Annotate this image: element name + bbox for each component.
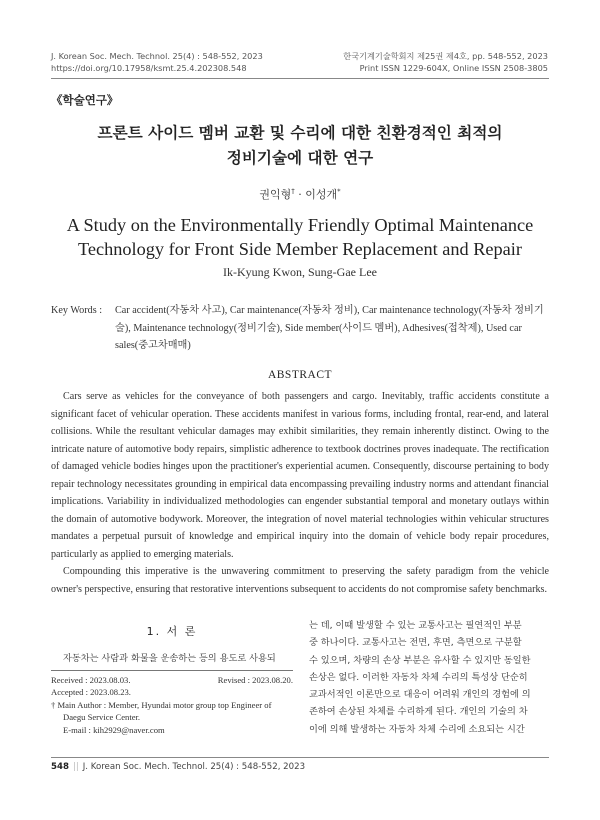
- body-line: 존하여 손상된 차체를 수리하게 된다. 개인의 기술의 차: [309, 706, 528, 718]
- issn-info: Print ISSN 1229-604X, Online ISSN 2508-3805: [359, 63, 548, 73]
- journal-header-right: [343, 50, 548, 74]
- footer-citation: J. Korean Soc. Mech. Technol. 25(4) : 548-552, 2023: [82, 762, 306, 772]
- body-line: 교과서적인 이론만으로 대응이 어려워 개인의 경험에 의: [309, 689, 531, 701]
- page-number: 548: [51, 762, 69, 772]
- english-title: [0, 213, 600, 261]
- body-line: 중 하나이다. 교통사고는 전면, 후면, 측면으로 구분할: [309, 637, 522, 649]
- revised-date: Revised : 2023.08.20.: [217, 675, 293, 685]
- right-column-text: [309, 617, 549, 738]
- korean-title: [0, 121, 600, 171]
- abstract-paragraph-2: Compounding this imperative is the unwavering commitment to preserving the safety paradigm from the vehicle owner's perspective, ensuring that restorative interventions subsequent to accidents do not compromise safety benchmarks.: [51, 566, 549, 595]
- footnote-block: [51, 674, 293, 736]
- corresponding-mark: †: [291, 187, 295, 196]
- date-row: [51, 674, 293, 686]
- article-category: 《학술연구》: [51, 93, 119, 107]
- body-line: 수 있으며, 차량의 손상 부분은 유사할 수 있지만 동일한: [309, 654, 531, 666]
- main-author-affiliation: Daegu Service Center.: [63, 712, 141, 723]
- main-author-info: † Main Author : Member, Hyundai motor group top Engineer of: [51, 699, 272, 710]
- journal-korean-citation: 한국기계기술학회지 제25권 제4호, pp. 548-552, 2023: [343, 51, 548, 61]
- keywords-text: Car accident(자동차 사고), Car maintenance(자동차 정비), Car maintenance technology(자동차 정비기술), Maintenance technology(정비기술), Side member(사이드 멤버), Adhesives(접착제), Used car sales(중고차매매): [115, 305, 544, 351]
- page-footer: [51, 762, 305, 772]
- body-line: 손상은 없다. 이러한 자동차 차체 수리의 특성상 단순히: [309, 671, 528, 683]
- doi-link[interactable]: https://doi.org/10.17958/ksmt.25.4.202308.548: [51, 63, 247, 73]
- footnote-divider: [51, 670, 293, 671]
- body-line: 이에 의해 발생하는 자동차 차체 수리에 소요되는 시간: [309, 723, 525, 735]
- author-email[interactable]: E-mail : kih2929@naver.com: [63, 724, 165, 735]
- korean-title-line2: 정비기술에 대한 연구: [226, 149, 374, 167]
- english-authors: Ik-Kyung Kwon, Sung-Gae Lee: [223, 265, 377, 279]
- keywords-label: Key Words :: [51, 305, 103, 316]
- header-divider: [51, 78, 549, 79]
- korean-author-1: 권익형: [259, 188, 292, 201]
- english-title-line1: A Study on the Environmentally Friendly Optimal Maintenance: [66, 215, 534, 235]
- abstract-paragraph-1: Cars serve as vehicles for the conveyance of both passengers and cargo. Inevitably, traffic accidents constitute a significant facet of vehicular operation. These accidents manifest in various forms, including frontal, rear-end, and lateral collisions. While the resultant vehicular damages may exhibit similarities, they remain inherently distinct. Owing to the intricate nature of automotive body repairs, simplistic adherence to textbook doctrines proves inadequate. The rectification of damaged vehicle bodies hinges upon the practitioner's experiential acumen. Consequently, discourse pertaining to body repair technology necessitates grounding in empirical data encompassing prevailing industry norms and attendant financial implications. Variability in individualized methodologies can engender substantial temporal and monetary outlays within the domain of automotive bodywork. Moreover, the integration of novel material technologies within vehicular structures mandates a perpetual pursuit of knowledge and empirical inquiry into the domain of vehicle body repair procedures, particularly as applied to emerging materials.: [51, 391, 549, 560]
- abstract-body: [51, 388, 549, 598]
- footer-separator: ||: [72, 762, 79, 772]
- korean-author-2: 이성개: [305, 188, 338, 201]
- coauthor-mark: *: [337, 187, 341, 196]
- section-heading-introduction: 1. 서 론: [146, 625, 198, 638]
- korean-title-line1: 프론트 사이드 멤버 교환 및 수리에 대한 친환경적인 최적의: [97, 124, 503, 142]
- body-line: 는 데, 이때 발생할 수 있는 교통사고는 필연적인 부분: [309, 620, 522, 631]
- keywords-block: [51, 302, 551, 355]
- author-separator: ·: [294, 188, 306, 201]
- korean-authors: [0, 186, 600, 202]
- footer-divider: [51, 757, 549, 758]
- journal-header-left: [51, 50, 263, 74]
- accepted-date: Accepted : 2023.08.23.: [51, 687, 131, 698]
- introduction-first-line: 자동차는 사람과 화물을 운송하는 등의 용도로 사용되: [63, 653, 276, 664]
- abstract-heading: ABSTRACT: [267, 369, 333, 381]
- journal-citation: J. Korean Soc. Mech. Technol. 25(4) : 548-552, 2023: [51, 51, 263, 61]
- received-date: Received : 2023.08.03.: [51, 675, 131, 685]
- english-title-line2: Technology for Front Side Member Replacement and Repair: [78, 239, 522, 259]
